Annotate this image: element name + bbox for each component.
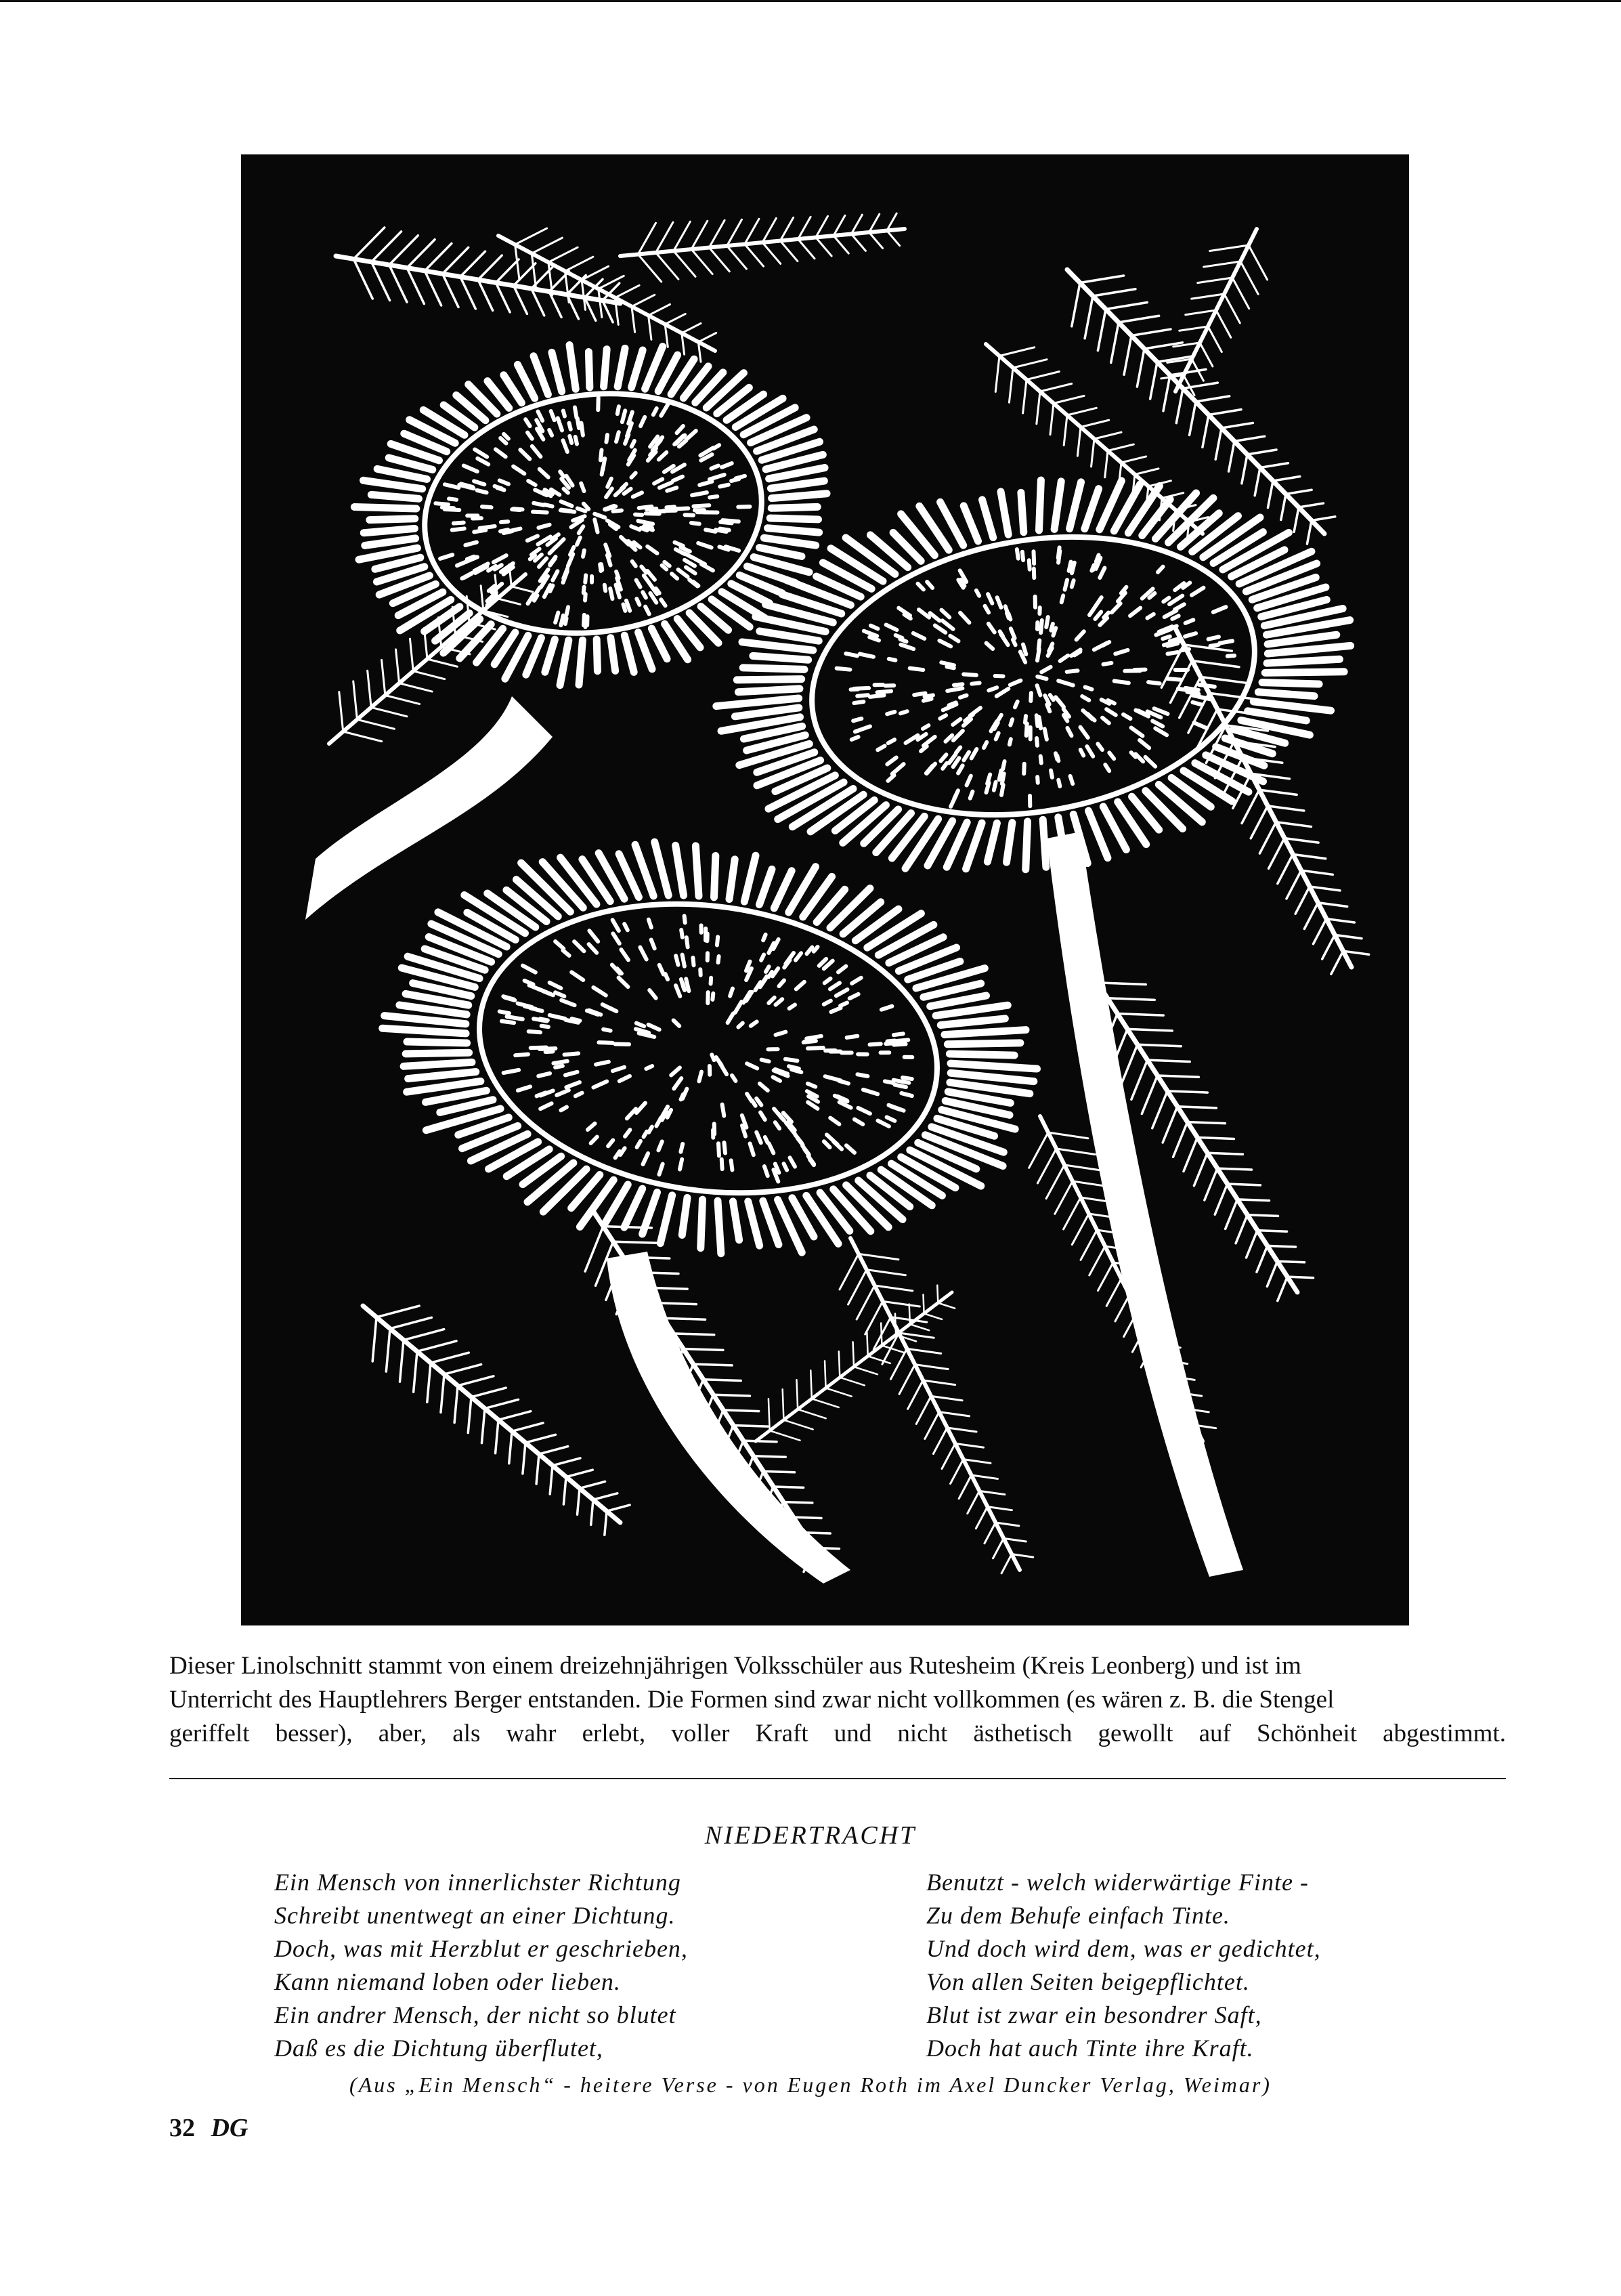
poem-line: Doch, was mit Herzblut er geschrieben, (274, 1935, 688, 1962)
poem-line: Ein Mensch von innerlichster Richtung (274, 1869, 681, 1896)
poem-line: Benutzt - welch widerwärtige Finte - (926, 1869, 1309, 1896)
sunflower-linocut-illustration (241, 154, 1409, 1625)
journal-mark: DG (211, 2114, 248, 2142)
top-border-line (0, 0, 1621, 2)
caption-line: geriffelt besser), aber, als wahr erlebt, voller Kraft und nicht ästhetisch gewollt auf Schönheit abgestimmt. (169, 1720, 1506, 1747)
poem-source-citation: (Aus „Ein Mensch“ - heitere Verse - von Eugen Roth im Axel Duncker Verlag, Weimar) (349, 2072, 1272, 2097)
poem-line: Blut ist zwar ein besondrer Saft, (926, 2001, 1262, 2028)
poem-right-stanza (926, 1866, 1454, 2065)
illustration-caption (169, 1649, 1506, 1751)
poem-line: Zu dem Behufe einfach Tinte. (926, 1902, 1230, 1929)
caption-line: Unterricht des Hauptlehrers Berger entstanden. Die Formen sind zwar nicht vollkommen (es wären z. B. die Stengel (169, 1686, 1335, 1714)
page-number: 32 (169, 2114, 195, 2142)
poem-line: Kann niemand loben oder lieben. (274, 1968, 621, 1995)
page-footer (169, 2113, 248, 2143)
poem-line: Daß es die Dichtung überflutet, (274, 2035, 603, 2062)
poem-title: NIEDERTRACHT (704, 1821, 917, 1850)
poem-line: Und doch wird dem, was er gedichtet, (926, 1935, 1321, 1962)
poem-left-stanza (274, 1866, 829, 2065)
section-divider (169, 1778, 1506, 1779)
caption-line: Dieser Linolschnitt stammt von einem dreizehnjährigen Volksschüler aus Rutesheim (Kreis Leonberg) und ist im (169, 1652, 1301, 1680)
poem-line: Doch hat auch Tinte ihre Kraft. (926, 2035, 1254, 2062)
poem-line: Ein andrer Mensch, der nicht so blutet (274, 2001, 676, 2028)
poem-line: Schreibt unentwegt an einer Dichtung. (274, 1902, 676, 1929)
poem-line: Von allen Seiten beigepflichtet. (926, 1968, 1250, 1995)
